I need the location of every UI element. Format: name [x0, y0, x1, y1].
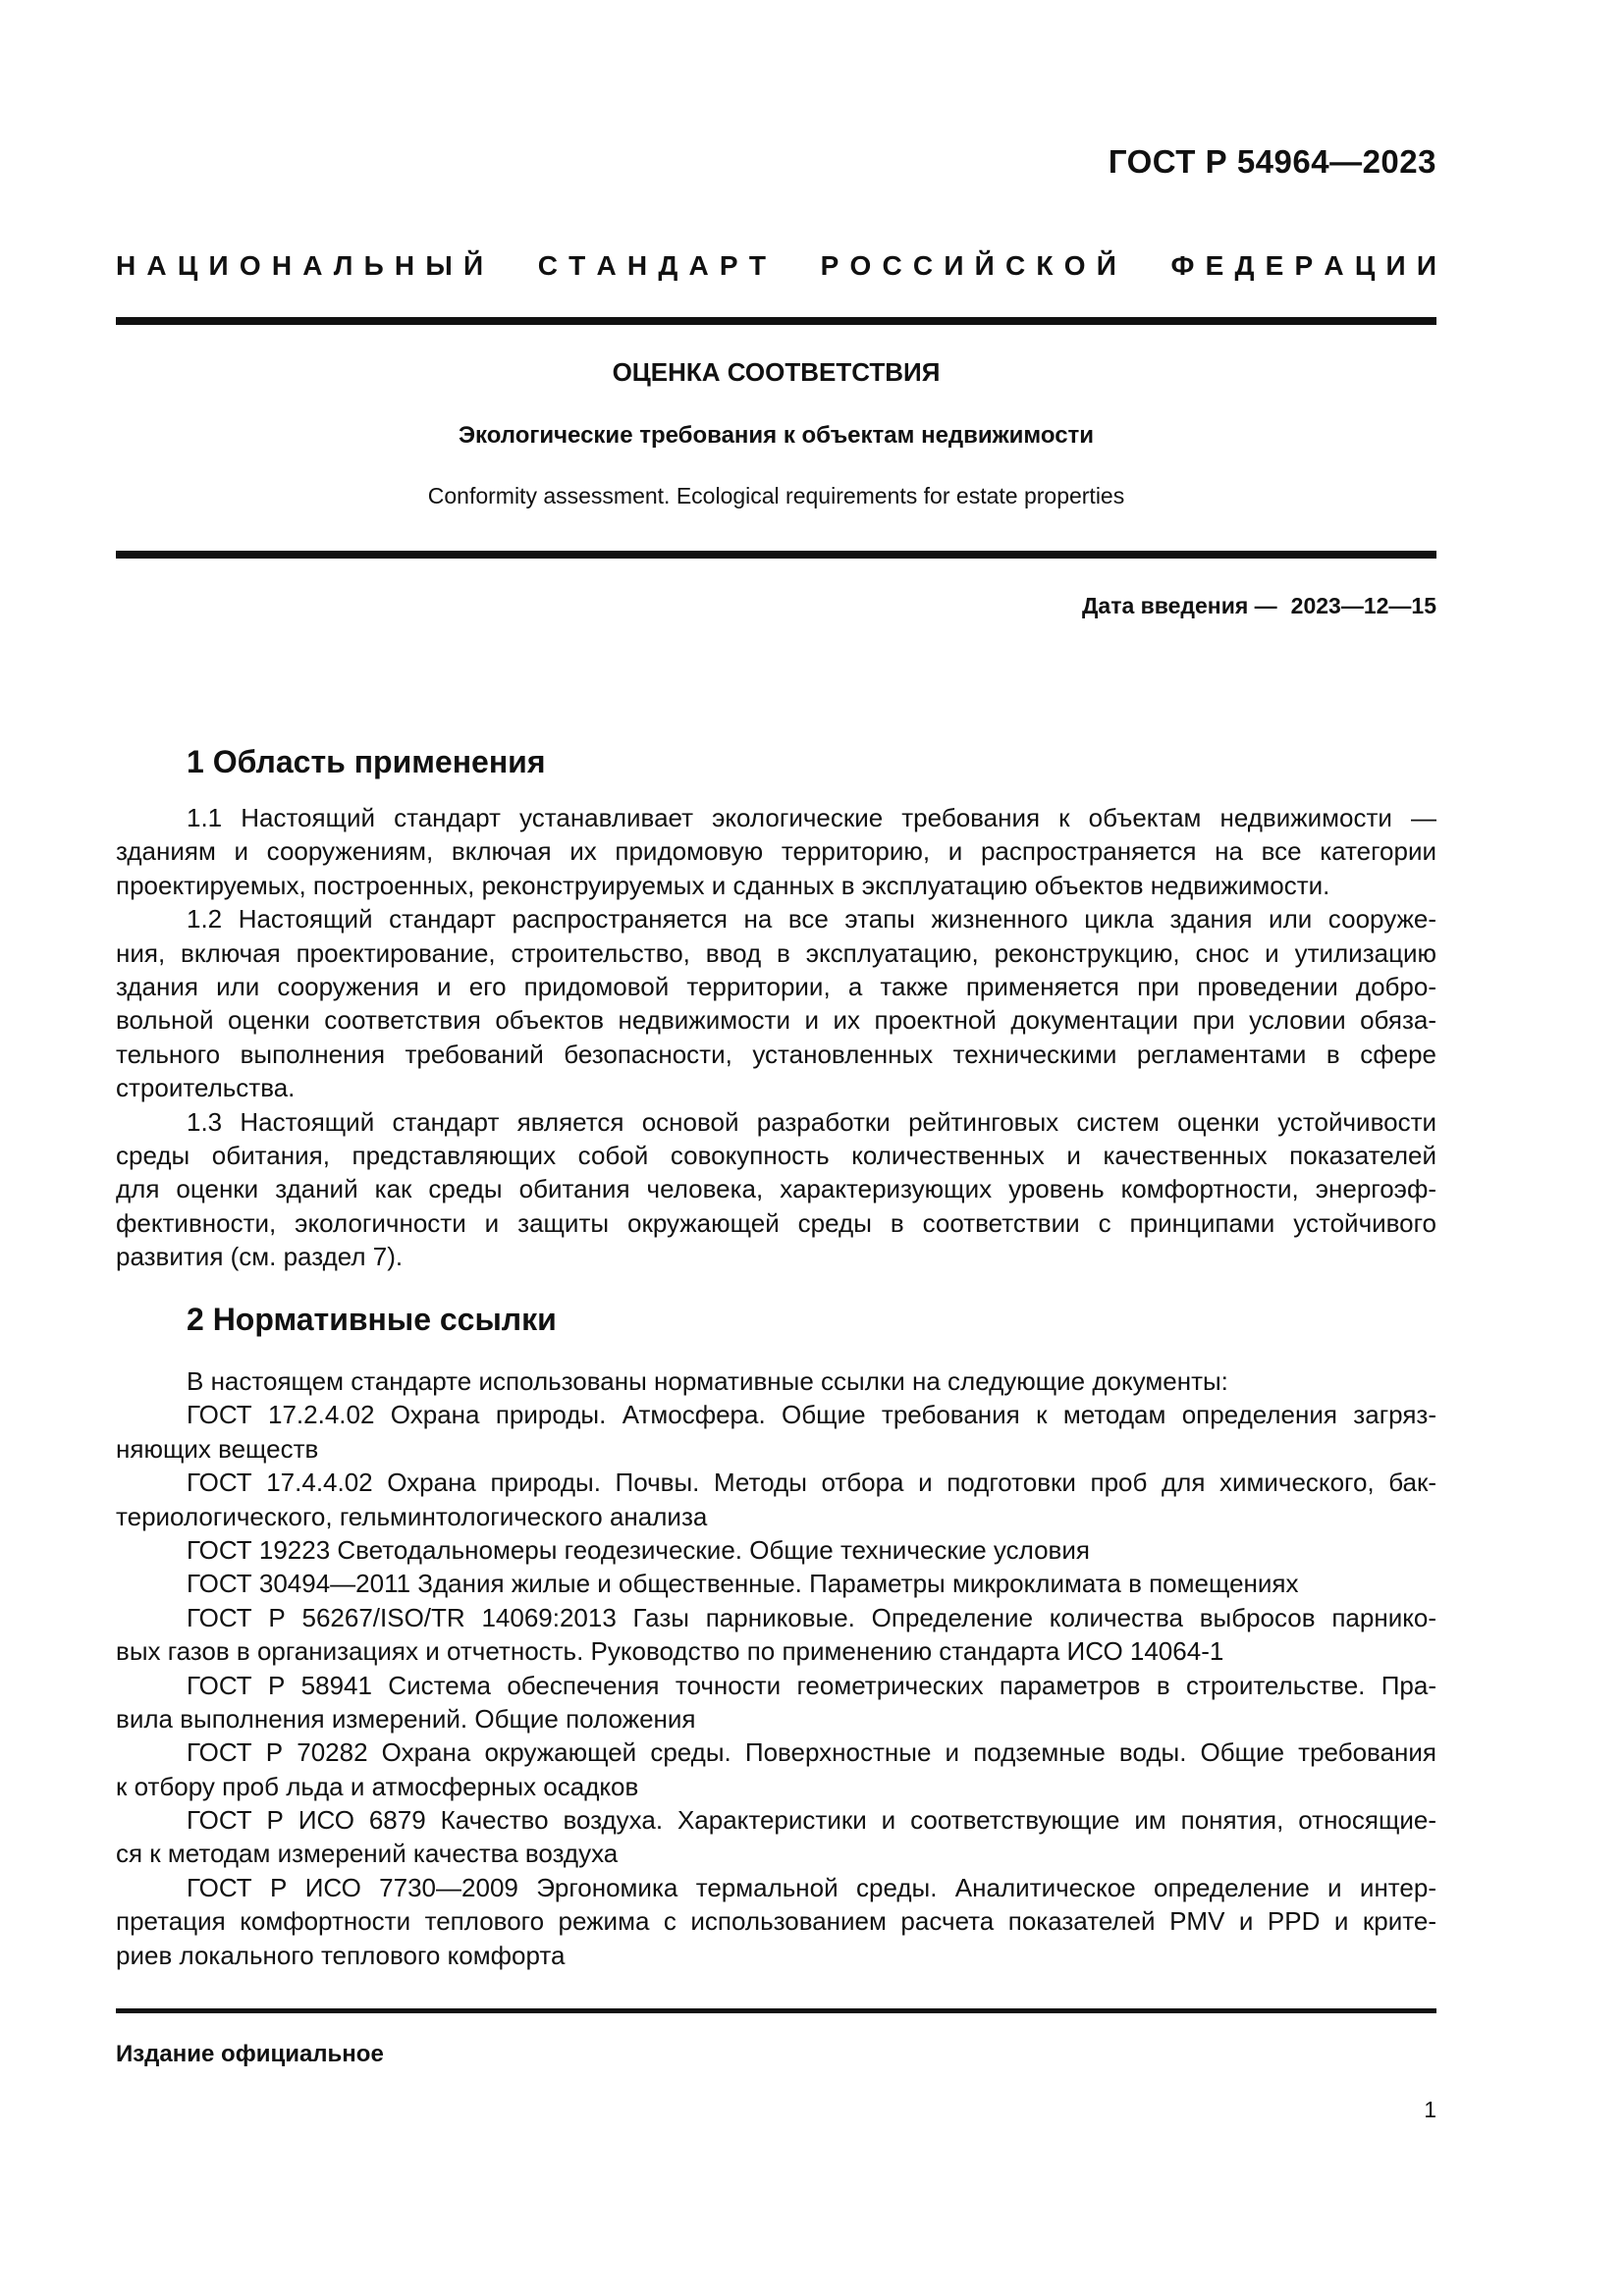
text-line: ния, включая проектирование, строительство, ввод в эксплуатацию, реконструкцию, снос и утилизацию: [116, 937, 1436, 968]
banner-word: С Т А Н Д А Р Т: [537, 250, 766, 281]
title-divider: [116, 551, 1436, 559]
text-line: проектируемых, построенных, реконструируемых и сданных в эксплуатацию объектов недвижимости.: [116, 870, 1330, 900]
footer-divider: [116, 2008, 1436, 2013]
reference-line: ГОСТ Р ИСО 7730—2009 Эргономика термальной среды. Аналитическое определение и интер-: [187, 1872, 1436, 1902]
text-line: развития (см. раздел 7).: [116, 1242, 404, 1272]
national-standard-banner: [116, 250, 1436, 282]
reference-line: вых газов в организациях и отчетность. Руководство по применению стандарта ИСО 14064-1: [116, 1636, 1224, 1667]
text-line: зданиям и сооружениям, включая их придомовую территорию, и распространяется на все категории: [116, 836, 1436, 867]
banner-word: Ф Е Д Е Р А Ц И И: [1170, 250, 1436, 281]
reference-line: ся к методам измерений качества воздуха: [116, 1839, 619, 1869]
english-title: Conformity assessment. Ecological requirements for estate properties: [427, 483, 1125, 508]
document-number: ГОСТ Р 54964—2023: [1108, 143, 1436, 180]
text-line: 1.3 Настоящий стандарт является основой разработки рейтинговых систем оценки устойчивости: [187, 1106, 1436, 1137]
text-line: вольной оценки соответствия объектов недвижимости и их проектной документации при условии обяза-: [116, 1005, 1436, 1036]
introduction-date-label: Дата введения —: [1082, 593, 1277, 618]
section-body-scope: [116, 801, 1436, 1273]
page-number: 1: [1424, 2097, 1436, 2122]
reference-line: претация комфортности теплового режима с использованием расчета показателей PMV и PPD и крите-: [116, 1906, 1436, 1937]
reference-line: ГОСТ Р 58941 Система обеспечения точности геометрических параметров в строительстве. Пра-: [187, 1670, 1436, 1700]
document-subtitle: Экологические требования к объектам недвижимости: [458, 422, 1095, 449]
text-line: тельного выполнения требований безопасности, установленных техническими регламентами в сфере: [116, 1039, 1436, 1069]
reference-line: териологического, гельминтологического анализа: [116, 1501, 708, 1531]
text-line: здания или сооружения и его придомовой территории, а также применяется при проведении добро-: [116, 971, 1436, 1001]
reference-line: няющих веществ: [116, 1433, 319, 1464]
reference-line: ГОСТ Р 56267/ISO/TR 14069:2013 Газы парниковые. Определение количества выбросов парнико-: [187, 1602, 1436, 1632]
reference-line: ГОСТ 17.4.4.02 Охрана природы. Почвы. Методы отбора и подготовки проб для химического, бак-: [187, 1468, 1436, 1498]
reference-line: ГОСТ Р ИСО 6879 Качество воздуха. Характеристики и соответствующие им понятия, относящие-: [187, 1805, 1436, 1836]
text-line: для оценки зданий как среды обитания человека, характеризующих уровень комфортности, энергоэф-: [116, 1174, 1436, 1204]
text-line: В настоящем стандарте использованы нормативные ссылки на следующие документы:: [187, 1366, 1228, 1396]
text-line: среды обитания, представляющих собой совокупность количественных и качественных показателей: [116, 1140, 1436, 1170]
section-heading-scope: 1 Область применения: [187, 744, 546, 779]
reference-line: к отбору проб льда и атмосферных осадков: [116, 1771, 639, 1801]
text-line: фективности, экологичности и защиты окружающей среды в соответствии с принципами устойчивого: [116, 1207, 1436, 1238]
section-body-references: [116, 1364, 1436, 1972]
reference-line: риев локального теплового комфорта: [116, 1940, 566, 1970]
introduction-date: [1082, 593, 1436, 619]
reference-line: ГОСТ 19223 Светодальномеры геодезические. Общие технические условия: [187, 1534, 1090, 1565]
reference-line: ГОСТ Р 70282 Охрана окружающей среды. Поверхностные и подземные воды. Общие требования: [187, 1737, 1436, 1768]
section-heading-references: 2 Нормативные ссылки: [187, 1302, 557, 1337]
text-line: 1.1 Настоящий стандарт устанавливает экологические требования к объектам недвижимости —: [187, 803, 1436, 832]
banner-word: Н А Ц И О Н А Л Ь Н Ы Й: [116, 250, 484, 281]
text-line: строительства.: [116, 1073, 296, 1103]
text-line: 1.2 Настоящий стандарт распространяется на все этапы жизненного цикла здания или сооруже-: [187, 904, 1436, 934]
document-title: ОЦЕНКА СООТВЕТСТВИЯ: [612, 357, 941, 387]
reference-line: ГОСТ 17.2.4.02 Охрана природы. Атмосфера. Общие требования к методам определения загряз-: [187, 1400, 1436, 1430]
banner-word: Р О С С И Й С К О Й: [820, 250, 1116, 281]
reference-line: ГОСТ 30494—2011 Здания жилые и общественные. Параметры микроклимата в помещениях: [187, 1569, 1299, 1599]
reference-line: вила выполнения измерений. Общие положения: [116, 1703, 696, 1734]
top-divider: [116, 317, 1436, 325]
official-edition-label: Издание официальное: [116, 2041, 384, 2067]
introduction-date-value: 2023—12—15: [1290, 593, 1436, 618]
